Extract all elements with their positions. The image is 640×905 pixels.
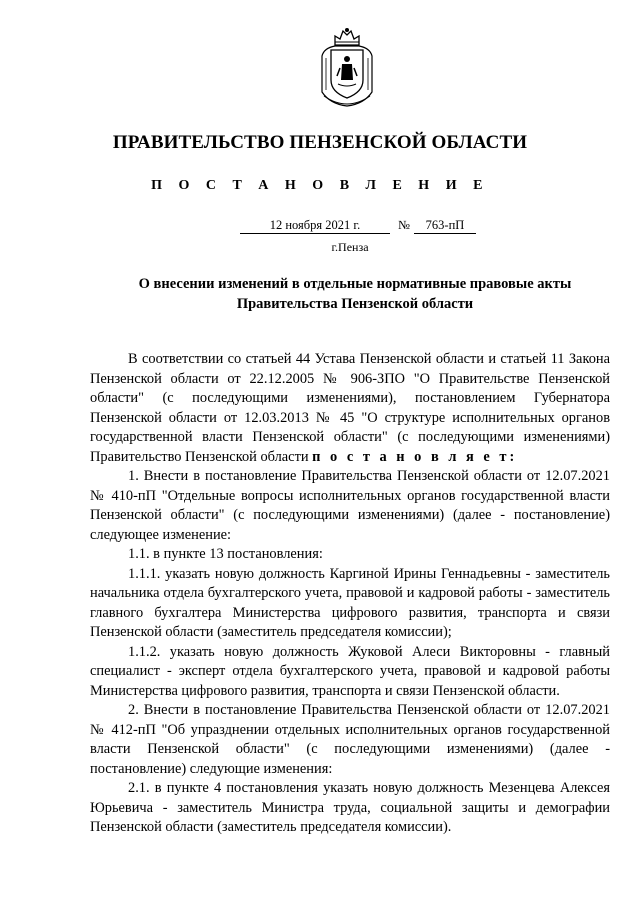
document-date: 12 ноября 2021 г. [240, 218, 390, 234]
subject-line-1: О внесении изменений в отдельные нормативные правовые акты [138, 276, 572, 292]
number-sign: № [398, 218, 410, 232]
intro-text: В соответствии со статьей 44 Устава Пензенской области и статьей 11 Закона Пензенской области от 22.12.2005 № 906-ЗПО "О Правительстве Пензенской области" (с последующими изменениями), постановлением Губернатора Пензенской области от 12.03.2013 № 45 "О структуре исполнительных органов государственной власти Пензенской области" (с последующими изменениями) Правительство Пензенской области [90, 351, 610, 465]
paragraph-1-1-2: 1.1.2. указать новую должность Жуковой Алеси Викторовны - главный специалист - эксперт отдела бухгалтерского учета, правовой и кадровой работы Министерства цифрового развития, транспорта и связи Пензенской области. [90, 643, 610, 699]
intro-paragraph [90, 350, 610, 467]
organization-title: ПРАВИТЕЛЬСТВО ПЕНЗЕНСКОЙ ОБЛАСТИ [112, 132, 528, 153]
document-body [90, 350, 610, 838]
resolves-word: п о с т а н о в л я е т: [312, 448, 518, 465]
subject-line-2: Правительства Пензенской области [236, 295, 474, 312]
document-subject [0, 275, 640, 314]
paragraph-2: 2. Внести в постановление Правительства Пензенской области от 12.07.2021 № 412-пП "Об упразднении отдельных исполнительных органов государственной власти Пензенской области" (с последующими изменениями) (далее - постановление) следующие изменения: [90, 702, 610, 777]
paragraph-1: 1. Внести в постановление Правительства Пензенской области от 12.07.2021 № 410-пП "Отдельные вопросы исполнительных органов государственной власти Пензенской области" (с последующими изменениями) (далее - постановление) следующее изменение: [90, 468, 610, 543]
paragraph-2-1: 2.1. в пункте 4 постановления указать новую должность Мезенцева Алексея Юрьевича - заместитель Министра труда, социальной защиты и демографии Пензенской области (заместитель председателя комиссии). [90, 780, 610, 835]
coat-of-arms-icon [318, 26, 376, 108]
paragraph-1-1-1: 1.1.1. указать новую должность Каргиной Ирины Геннадьевны - заместитель начальника отдела бухгалтерского учета, правовой и кадровой работы - заместитель главного бухгалтера Министерства цифрового развития, транспорта и связи Пензенской области (заместитель председателя комиссии); [90, 565, 610, 640]
city: г.Пенза [331, 240, 369, 254]
paragraph-1-1: 1.1. в пункте 13 постановления: [128, 546, 323, 562]
document-number: 763-пП [414, 218, 476, 234]
document-type: П О С Т А Н О В Л Е Н И Е [151, 178, 489, 193]
